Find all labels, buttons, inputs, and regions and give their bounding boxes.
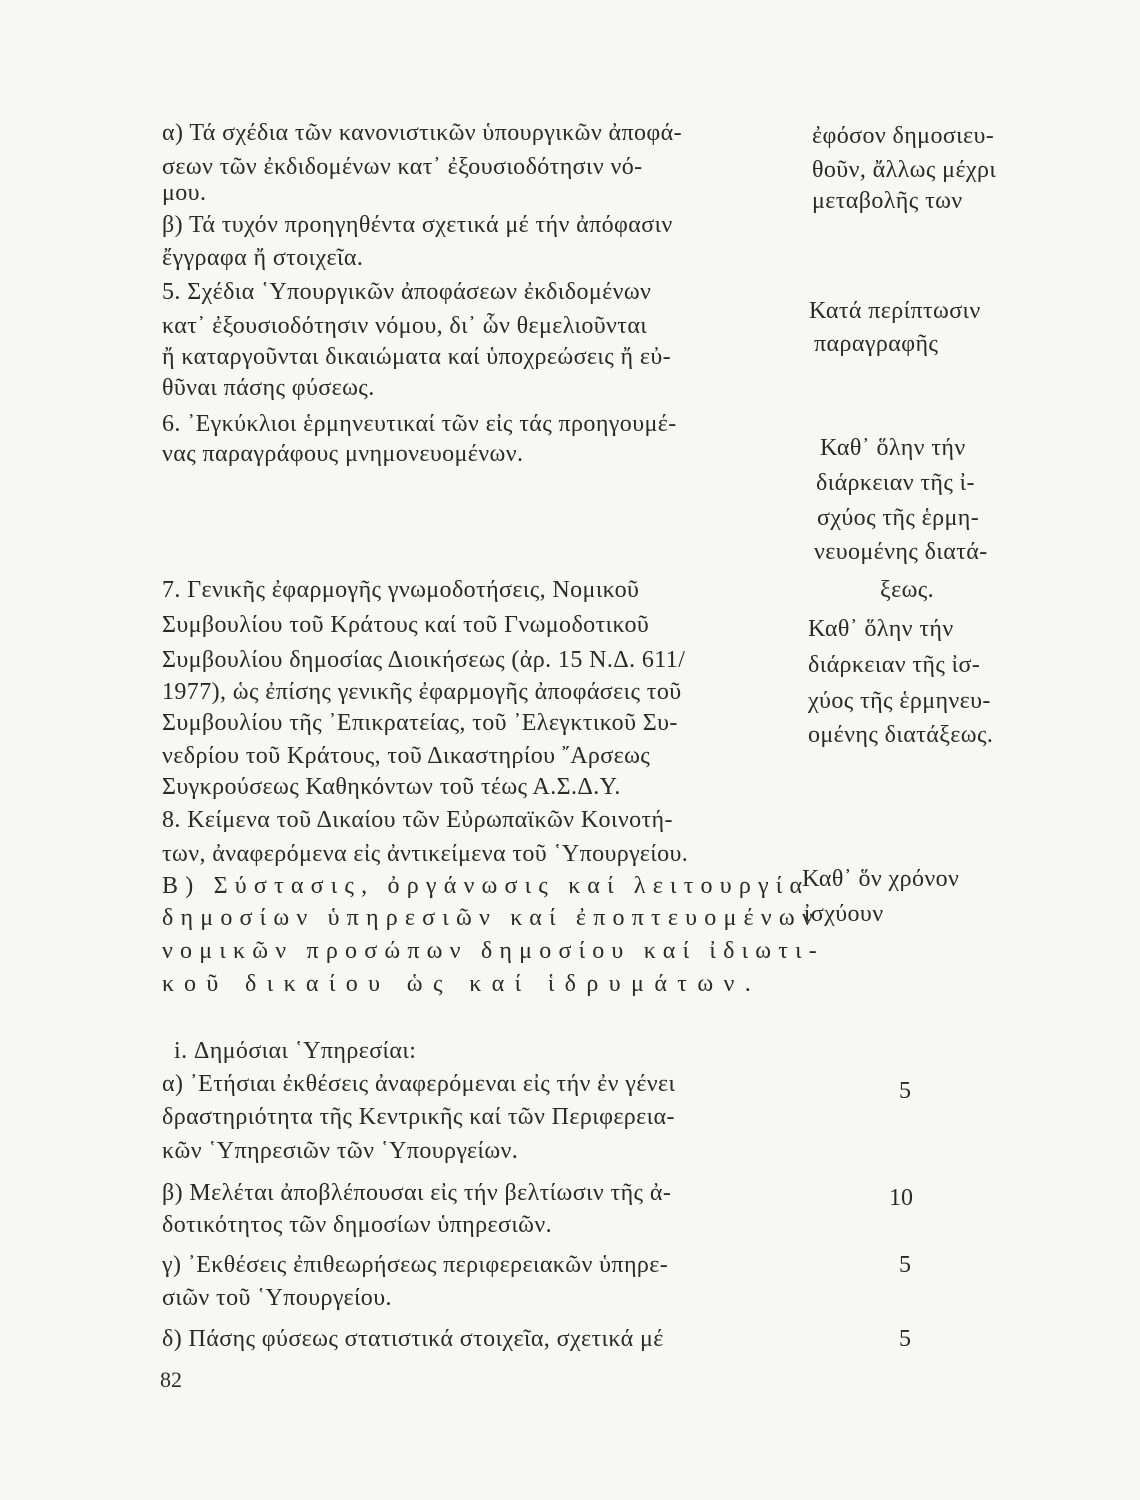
text-line: Συγκρούσεως Καθηκόντων τοῦ τέως Α.Σ.Δ.Υ. [162,774,621,800]
text-line: i. Δημόσιαι ῾Υπηρεσίαι: [174,1038,417,1064]
text-line: 1977), ὡς ἐπίσης γενικῆς ἐφαρμογῆς ἀποφάσεις τοῦ [162,679,682,705]
text-line: ἤ καταργοῦνται δικαιώματα καί ὑποχρεώσεις ἤ εὐ- [162,344,672,370]
text-line: δοτικότητος τῶν δημοσίων ὑπηρεσιῶν. [162,1212,553,1238]
retention-years: 5 [899,1078,911,1104]
retention-years: 5 [899,1252,911,1278]
retention-line: Κατά περίπτωσιν [809,298,981,324]
text-line: 8. Κείμενα τοῦ Δικαίου τῶν Εὐρωπαϊκῶν Κοινοτή- [162,807,673,833]
retention-line: ομένης διατάξεως. [808,722,994,748]
retention-line: Καθ᾽ ὅλην τήν [808,616,954,642]
text-line: β) Τά τυχόν προηγηθέντα σχετικά μέ τήν ἀπόφασιν [162,212,673,238]
retention-line: σχύος τῆς ἑρμη- [817,505,980,531]
text-line: 5. Σχέδια ῾Υπουργικῶν ἀποφάσεων ἐκδιδομένων [162,279,652,305]
text-line: Συμβουλίου τοῦ Κράτους καί τοῦ Γνωμοδοτικοῦ [162,612,650,638]
text-line: 7. Γενικῆς ἐφαρμογῆς γνωμοδοτήσεις, Νομικοῦ [162,577,640,603]
retention-line: χύος τῆς ἑρμηνευ- [808,688,991,714]
retention-line: διάρκειαν τῆς ἰσ- [808,652,981,678]
text-line: α) ᾽Ετήσιαι ἐκθέσεις ἀναφερόμεναι εἰς τήν ἐν γένει [162,1071,676,1097]
text-line: ἔγγραφα ἤ στοιχεῖα. [162,245,364,271]
text-line: θῦναι πάσης φύσεως. [162,375,375,401]
text-line: κατ᾽ ἐξουσιοδότησιν νόμου, δι᾽ ὧν θεμελιοῦνται [162,313,648,339]
text-line: β) Μελέται ἀποβλέπουσαι εἰς τήν βελτίωσιν τῆς ἀ- [162,1180,672,1206]
text-line: νεδρίου τοῦ Κράτους, τοῦ Δικαστηρίου ῎Αρσεως [162,743,651,769]
section-heading-line: Β) Σύστασις, ὀργάνωσις καί λειτουργία [162,873,810,899]
text-line: δραστηριότητα τῆς Κεντρικῆς καί τῶν Περιφερεια- [162,1104,675,1130]
text-line: Συμβουλίου δημοσίας Διοικήσεως (ἀρ. 15 Ν.Δ. 611/ [162,647,686,673]
retention-line: νευομένης διατά- [814,539,988,565]
retention-line: Καθ᾽ ὅλην τήν [820,435,966,461]
text-line: κῶν ῾Υπηρεσιῶν τῶν ῾Υπουργείων. [162,1138,519,1164]
text-line: δ) Πάσης φύσεως στατιστικά στοιχεῖα, σχετικά μέ [162,1326,664,1352]
section-heading-line: δημοσίων ὑπηρεσιῶν καί ἐποπτευομένων [162,905,820,931]
page-number: 82 [160,1367,182,1392]
text-line: σεων τῶν ἐκδιδομένων κατ᾽ ἐξουσιοδότησιν νό- [162,154,643,180]
text-line: Συμβουλίου τῆς ᾽Επικρατείας, τοῦ ᾽Ελεγκτικοῦ Συ- [162,710,678,736]
retention-line: ξεως. [880,577,935,603]
section-heading-line: κοῦ δικαίου ὡς καί ἱδρυμάτων. [162,971,762,997]
text-line: των, ἀναφερόμενα εἰς ἀντικείμενα τοῦ ῾Υπουργείου. [162,841,689,867]
retention-years: 10 [889,1185,913,1211]
retention-line: διάρκειαν τῆς ἰ- [816,470,975,496]
retention-line: ἰσχύουν [804,901,884,927]
text-line: 6. ᾽Εγκύκλιοι ἑρμηνευτικαί τῶν εἰς τάς προηγουμέ- [162,411,677,437]
retention-years: 5 [899,1326,911,1352]
retention-line: παραγραφῆς [814,331,939,357]
retention-line: μεταβολῆς των [812,188,963,214]
retention-line: Καθ᾽ ὅν χρόνον [802,866,960,892]
text-line: νας παραγράφους μνημονευομένων. [162,441,524,467]
text-line: σιῶν τοῦ ῾Υπουργείου. [162,1285,392,1311]
retention-line: ἐφόσον δημοσιευ- [812,123,995,149]
text-line: γ) ᾽Εκθέσεις ἐπιθεωρήσεως περιφερειακῶν ὑπηρε- [162,1252,669,1278]
section-heading-line: νομικῶν προσώπων δημοσίου καί ἰδιωτι- [162,938,824,964]
text-line: α) Τά σχέδια τῶν κανονιστικῶν ὑπουργικῶν ἀποφά- [162,120,682,146]
retention-line: θοῦν, ἄλλως μέχρι [812,157,997,183]
text-line: μου. [162,180,207,206]
